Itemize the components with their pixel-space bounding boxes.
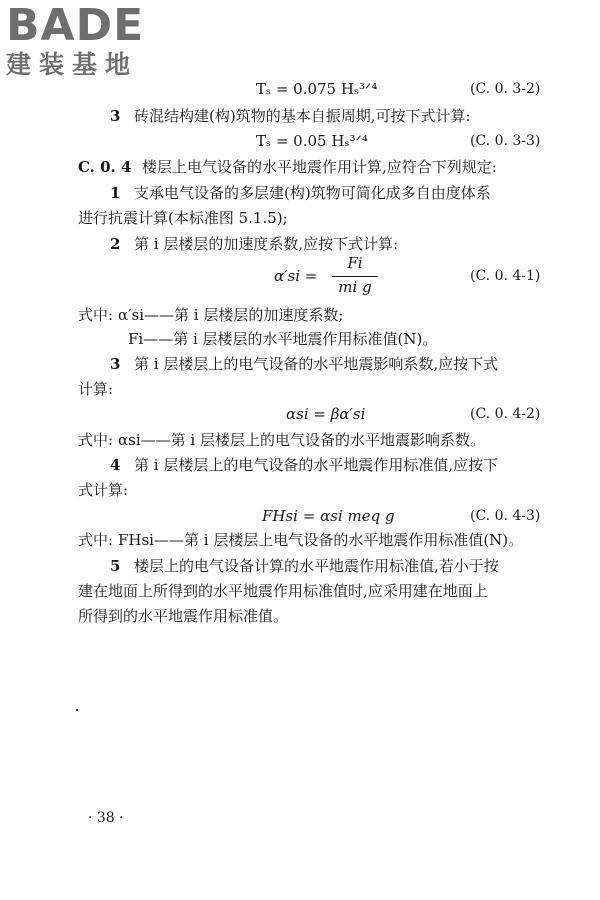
- paragraph: 楼层上的电气设备计算的水平地震作用标准值,若小于按: [134, 557, 499, 575]
- paragraph: 第 i 层楼层上的电气设备的水平地震影响系数,应按下式: [134, 355, 499, 373]
- fraction-numerator: Fi: [347, 254, 363, 272]
- paragraph: 所得到的水平地震作用标准值。: [78, 607, 289, 625]
- paragraph: 第 i 层楼层的加速度系数,应按下式计算:: [134, 235, 399, 253]
- equation-c041-fraction: [332, 254, 378, 300]
- item-number: 4: [110, 456, 121, 474]
- where-prefix: 式中:: [78, 306, 114, 324]
- logo-text-bade: BADE: [6, 0, 145, 51]
- paragraph: 计算:: [78, 380, 114, 398]
- item-number: 3: [110, 107, 121, 125]
- equation-number-c043: (C. 0. 4-3): [470, 508, 541, 524]
- equation-c043: FHsi = αsi meq g: [262, 507, 395, 525]
- equation-c032: Tₛ = 0.075 Hₛ³ᐟ⁴: [256, 80, 378, 98]
- paragraph: 式计算:: [78, 481, 129, 499]
- definition: α′si——第 i 层楼层的加速度系数;: [118, 306, 344, 324]
- item-number: 1: [110, 184, 121, 202]
- item-number: 3: [110, 355, 121, 373]
- fraction-denominator: mi g: [338, 278, 372, 296]
- item-number: 5: [110, 557, 121, 575]
- clause-heading: 楼层上电气设备的水平地震作用计算,应符合下列规定:: [142, 158, 497, 176]
- equation-number-c033: (C. 0. 3-3): [470, 133, 541, 149]
- logo: [6, 0, 176, 80]
- paragraph: 第 i 层楼层上的电气设备的水平地震作用标准值,应按下: [134, 456, 499, 474]
- equation-number-c032: (C. 0. 3-2): [470, 81, 541, 97]
- equation-c042: αsi = βα′si: [286, 405, 366, 423]
- fraction-bar: [332, 276, 378, 277]
- clause-number: C. 0. 4: [78, 158, 132, 176]
- definition: Fi——第 i 层楼层的水平地震作用标准值(N)。: [128, 330, 438, 348]
- paragraph: 建在地面上所得到的水平地震作用标准值时,应采用建在地面上: [78, 582, 488, 600]
- item-number: 2: [110, 235, 121, 253]
- equation-number-c041: (C. 0. 4-1): [470, 268, 541, 284]
- where-prefix: 式中:: [78, 431, 114, 449]
- logo-text-chinese: 建装基地: [6, 50, 139, 79]
- scan-speck: [76, 709, 78, 711]
- paragraph: 支承电气设备的多层建(构)筑物可简化成多自由度体系: [134, 184, 491, 202]
- equation-c041-lhs: α′si =: [274, 267, 318, 285]
- page-number: · 38 ·: [88, 810, 124, 826]
- paragraph: 进行抗震计算(本标准图 5.1.5);: [78, 209, 288, 227]
- where-prefix: 式中:: [78, 531, 114, 549]
- paragraph: 砖混结构建(构)筑物的基本自振周期,可按下式计算:: [134, 107, 471, 125]
- definition: αsi——第 i 层楼层上的电气设备的水平地震影响系数。: [118, 431, 485, 449]
- equation-number-c042: (C. 0. 4-2): [470, 406, 541, 422]
- definition: FHsi——第 i 层楼层上电气设备的水平地震作用标准值(N)。: [118, 531, 524, 549]
- equation-c033: Tₛ = 0.05 Hₛ³ᐟ⁴: [256, 132, 368, 150]
